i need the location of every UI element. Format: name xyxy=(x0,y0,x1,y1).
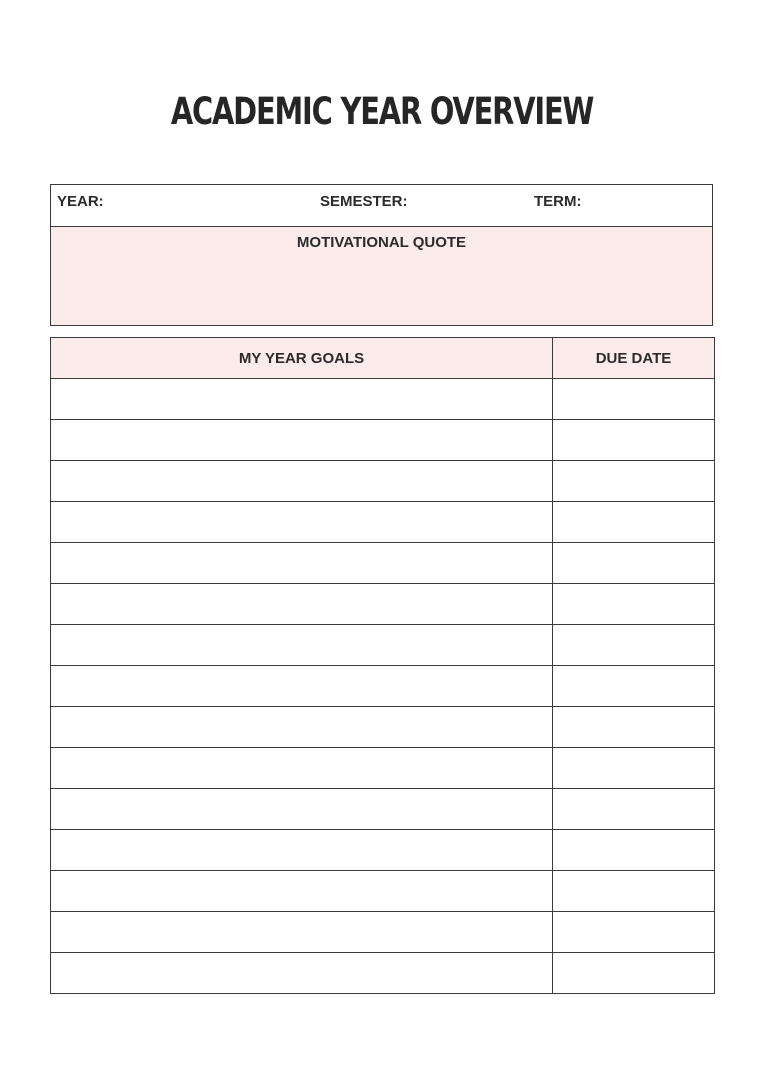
due-date-cell[interactable] xyxy=(553,625,715,666)
goal-cell[interactable] xyxy=(51,584,553,625)
table-row xyxy=(51,379,715,420)
due-date-cell[interactable] xyxy=(553,830,715,871)
year-label: YEAR: xyxy=(57,193,104,210)
motivational-quote-label: MOTIVATIONAL QUOTE xyxy=(296,234,467,251)
goal-cell[interactable] xyxy=(51,379,553,420)
table-row xyxy=(51,420,715,461)
due-date-cell[interactable] xyxy=(553,502,715,543)
goal-cell[interactable] xyxy=(51,953,553,994)
table-row xyxy=(51,789,715,830)
motivational-quote-area xyxy=(51,227,712,325)
term-label: TERM: xyxy=(534,193,582,210)
goals-table-header-row xyxy=(51,338,715,379)
page-title: ACADEMIC YEAR OVERVIEW xyxy=(170,90,594,133)
goal-cell[interactable] xyxy=(51,789,553,830)
goals-table-body xyxy=(51,379,715,994)
goal-cell[interactable] xyxy=(51,871,553,912)
goal-cell[interactable] xyxy=(51,666,553,707)
table-row xyxy=(51,707,715,748)
goal-cell[interactable] xyxy=(51,420,553,461)
due-date-cell[interactable] xyxy=(553,707,715,748)
goals-table xyxy=(50,337,715,994)
table-row xyxy=(51,953,715,994)
info-box xyxy=(50,184,713,326)
table-row xyxy=(51,912,715,953)
due-date-column-header: DUE DATE xyxy=(553,338,715,379)
goal-cell[interactable] xyxy=(51,502,553,543)
due-date-cell[interactable] xyxy=(553,789,715,830)
due-date-cell[interactable] xyxy=(553,666,715,707)
due-date-cell[interactable] xyxy=(553,748,715,789)
goal-cell[interactable] xyxy=(51,830,553,871)
table-row xyxy=(51,584,715,625)
due-date-cell[interactable] xyxy=(553,461,715,502)
table-row xyxy=(51,871,715,912)
table-row xyxy=(51,748,715,789)
table-row xyxy=(51,461,715,502)
table-row xyxy=(51,502,715,543)
due-date-cell[interactable] xyxy=(553,912,715,953)
table-row xyxy=(51,666,715,707)
goal-cell[interactable] xyxy=(51,912,553,953)
due-date-cell[interactable] xyxy=(553,953,715,994)
goal-cell[interactable] xyxy=(51,543,553,584)
goal-cell[interactable] xyxy=(51,625,553,666)
due-date-cell[interactable] xyxy=(553,584,715,625)
due-date-cell[interactable] xyxy=(553,543,715,584)
due-date-cell[interactable] xyxy=(553,420,715,461)
goal-cell[interactable] xyxy=(51,461,553,502)
table-row xyxy=(51,830,715,871)
info-row xyxy=(51,185,712,227)
due-date-cell[interactable] xyxy=(553,871,715,912)
goal-cell[interactable] xyxy=(51,748,553,789)
table-row xyxy=(51,543,715,584)
due-date-cell[interactable] xyxy=(553,379,715,420)
semester-label: SEMESTER: xyxy=(320,193,408,210)
goal-cell[interactable] xyxy=(51,707,553,748)
goals-column-header: MY YEAR GOALS xyxy=(51,338,553,379)
table-row xyxy=(51,625,715,666)
